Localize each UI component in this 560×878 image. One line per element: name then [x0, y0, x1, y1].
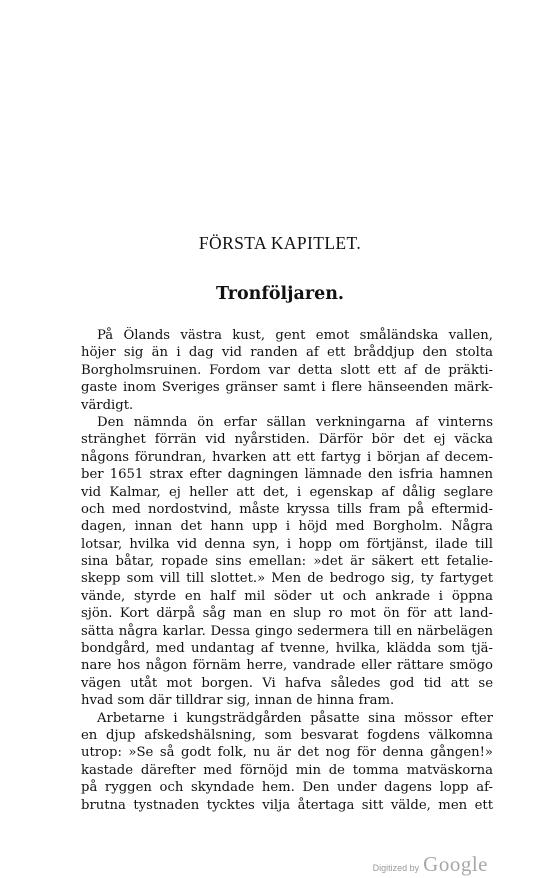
- text-line: Borgholmsruinen. Fordom var detta slott ett af de präkti-: [81, 362, 493, 378]
- text-line: sina båtar, ropade sins emellan: »det är säkert ett fetalie-: [81, 554, 493, 570]
- text-line: På Ölands västra kust, gent emot småländska vallen,: [97, 328, 493, 343]
- text-line: bondgård, med undantag af tvenne, hvilka, klädda som tjä-: [81, 641, 493, 657]
- text-line: nare hos någon förnäm herre, vandrade eller rättare smögo: [81, 658, 493, 674]
- chapter-heading: FÖRSTA KAPITLET.: [198, 233, 362, 253]
- text-line: Den nämnda ön erfar sällan verkningarna af vinterns: [97, 414, 493, 430]
- text-line: hvad som där tilldrar sig, innan de hinna fram.: [81, 693, 395, 709]
- text-line: kastade därefter med förnöjd min de tomma matväskorna: [81, 762, 493, 778]
- text-line: lotsar, hvilka vid denna syn, i hopp om förtjänst, ilade till: [81, 536, 493, 552]
- text-line: någons förundran, hvarken att ett fartyg i början af decem-: [81, 449, 493, 465]
- text-line: värdigt.: [81, 397, 134, 413]
- text-line: höjer sig än i dag vid randen af ett bråddjup den stolta: [81, 345, 493, 361]
- text-line: och med nordostvind, måste kryssa tills fram på eftermid-: [81, 501, 493, 517]
- google-logo: Google: [423, 852, 488, 876]
- body-text: [81, 327, 493, 814]
- text-line: vände, styrde en half mil söder ut och ankrade i öppna: [81, 588, 493, 604]
- text-line: vid Kalmar, ej heller att det, i egenskap af dålig seglare: [81, 484, 493, 500]
- chapter-title: Tronföljaren.: [215, 284, 345, 304]
- text-line: ber 1651 strax efter dagningen lämnade den isfria hamnen: [81, 467, 493, 483]
- text-line: sätta några karlar. Dessa gingo sedermera till en närbelägen: [81, 623, 493, 639]
- text-line: sjön. Kort därpå såg man en slup ro mot ön för att land-: [81, 606, 493, 622]
- text-line: på ryggen och skyndade hem. Den under dagens lopp af-: [81, 780, 493, 796]
- text-line: brutna tystnaden tycktes vilja återtaga sitt välde, men ett: [81, 797, 493, 813]
- text-line: gaste inom Sveriges gränser samt i flere hänseenden märk-: [81, 380, 493, 396]
- text-line: Arbetarne i kungsträdgården påsatte sina mössor efter: [97, 710, 493, 726]
- digitized-by-label: Digitized by: [372, 863, 420, 873]
- text-line: vägen utåt mot borgen. Vi hafva således god tid att se: [81, 675, 493, 691]
- text-line: stränghet förrän vid nyårstiden. Därför bör det ej väcka: [81, 432, 493, 448]
- text-line: dagen, innan det hann upp i höjd med Borgholm. Några: [81, 519, 493, 535]
- text-line: skepp som vill till slottet.» Men de bedrogo sig, ty fartyget: [81, 571, 493, 587]
- digitization-watermark: [373, 852, 488, 877]
- text-line: en djup afskedshälsning, som besvarat fogdens välkomna: [81, 727, 493, 743]
- text-line: utrop: »Se så godt folk, nu är det nog för denna gången!»: [81, 745, 493, 761]
